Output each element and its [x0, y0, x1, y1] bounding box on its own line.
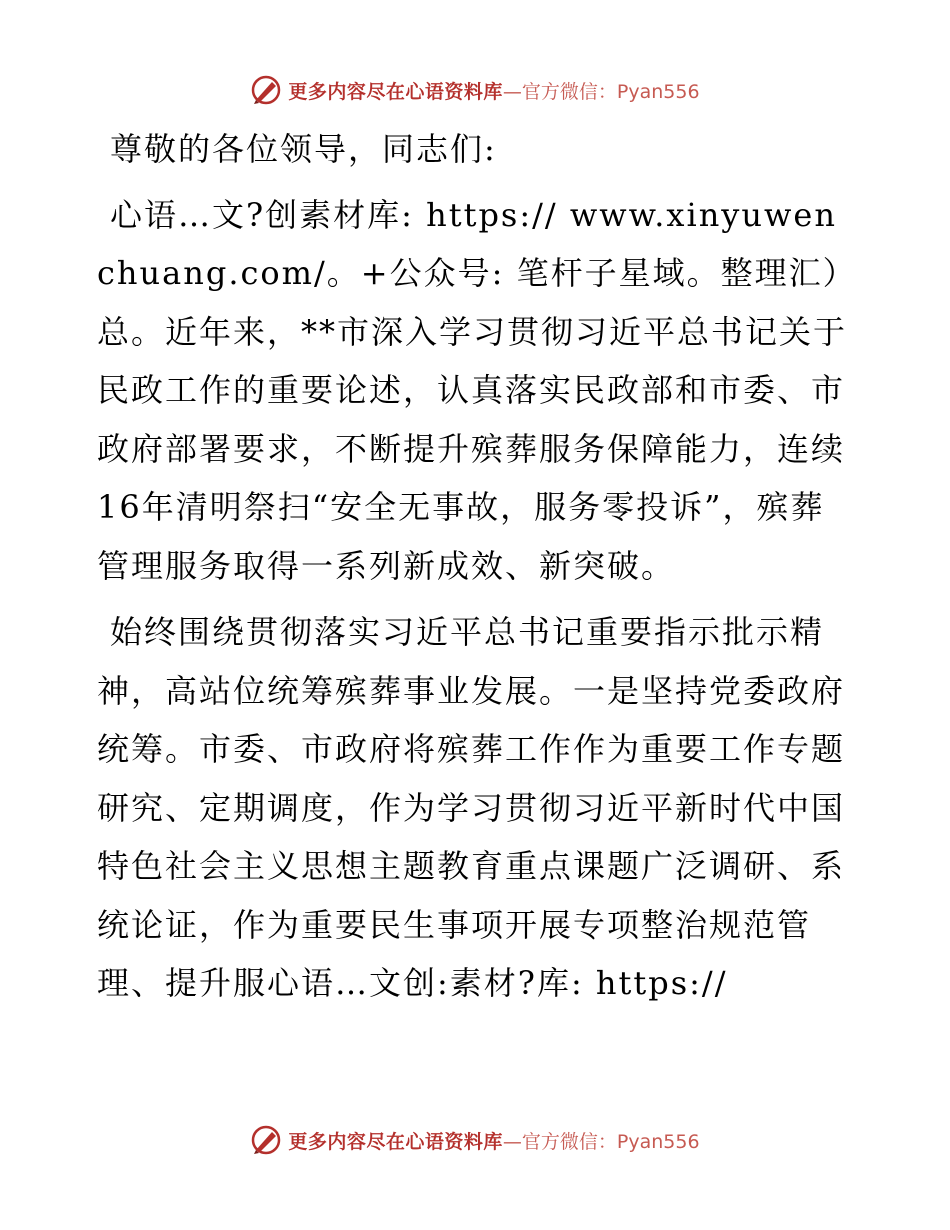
footer-watermark-banner [0, 1120, 950, 1160]
footer-banner-text: 更多内容尽在心语资料库 [288, 1130, 503, 1153]
footer-banner-contact: —官方微信：Pyan556 [502, 1130, 700, 1153]
pen-logo-icon [250, 1124, 282, 1156]
pen-logo-icon [250, 74, 282, 106]
document-body [97, 120, 849, 1013]
header-watermark-banner [0, 70, 950, 110]
header-banner-contact: —官方微信：Pyan556 [502, 80, 700, 103]
paragraph-2: 始终围绕贯彻落实习近平总书记重要指示批示精神，高站位统筹殡葬事业发展。一是坚持党委政府统筹。市委、市政府将殡葬工作作为重要工作专题研究、定期调度，作为学习贯彻习近平新时代中国特色社会主义思想主题教育重点课题广泛调研、系统论证，作为重要民生事项开展专项整治规范管理、提升服心语…文创:素材?库: https:// [97, 613, 846, 1002]
salutation: 尊敬的各位领导，同志们: [110, 130, 497, 168]
header-banner-text: 更多内容尽在心语资料库 [288, 80, 503, 103]
paragraph-1: 心语…文?创素材库: https:// www.xinyuwenchuang.com/。+公众号: 笔杆子星域。整理汇）总。近年来，**市深入学习贯彻习近平总书记关于民政工作的重要论述，认真落实民政部和市委、市政府部署要求，不断提升殡葬服务保障能力，连续16年清明祭扫“安全无事故，服务零投诉”，殡葬管理服务取得一系列新成效、新突破。 [97, 195, 848, 585]
